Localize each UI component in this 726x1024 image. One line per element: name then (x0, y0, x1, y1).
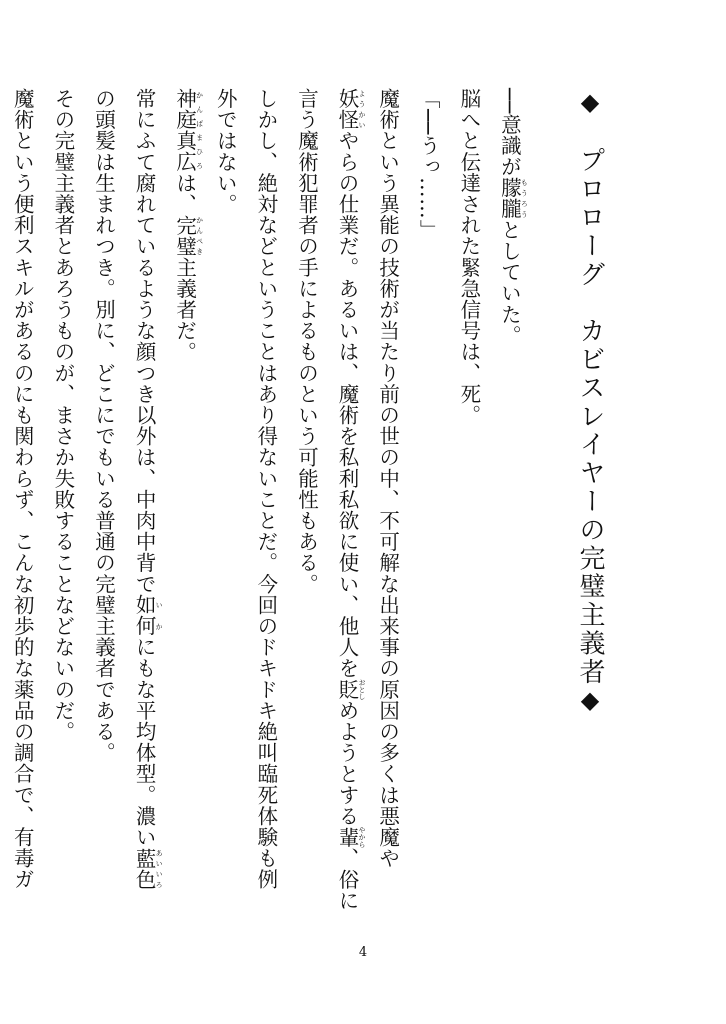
text-line-12: その完璧主義者とあろうものが、まさか失敗することなどないのだ。 (50, 88, 75, 743)
text-line-1: ──意識が朦朧 もうろうとしていた。 (497, 88, 529, 346)
vertical-text-block (0, 88, 634, 928)
text-line-4: 魔術という異能の技術が当たり前の世の中、不可解な出来事の原因の多くは悪魔や (375, 88, 400, 869)
text-line-13: 魔術という便利スキルがあるのにも関わらず、こんな初歩的な薬品の調合で、有毒ガ (10, 88, 35, 890)
text-line-6: 言う魔術犯罪者の手によるものという可能性もある。 (294, 88, 319, 595)
page-number: 4 (358, 945, 368, 960)
text-line-7: しかし、絶対などということはあり得ないことだ。今回のドキドキ絶叫臨死体験も例 (253, 88, 278, 890)
text-line-14 (0, 88, 2, 928)
diamond-top-icon: ◆ (576, 88, 604, 119)
text-line-9: 神庭 かんば真広 まひろは、完璧 かんぺき主義者だ。 (172, 88, 204, 363)
text-line-5: 妖怪 ようかいやらの仕業だ。あるいは、魔術を私利私欲に使い、他人を貶 おとしめようとする輩 やから、俗に (335, 88, 367, 911)
text-line-8: 外ではない。 (213, 88, 238, 215)
text-line-11: の頭髪は生まれつき。別に、どこにでもいる普通の完璧主義者である。 (91, 88, 116, 764)
text-line-3: 「──うっ……」 (416, 88, 441, 241)
diamond-bottom-icon: ◆ (576, 686, 604, 717)
text-line-2: 脳へと伝達された緊急信号は、死。 (456, 88, 481, 426)
chapter-title-text: プロローグ カビスレイヤーの完璧主義者 (575, 146, 605, 687)
text-line-10: 常にふて腐れているような顔つき以外は、中肉中背で如何 いかにもな平均体型。濃い藍色 あいいろ (132, 88, 164, 890)
chapter-title (569, 88, 634, 928)
